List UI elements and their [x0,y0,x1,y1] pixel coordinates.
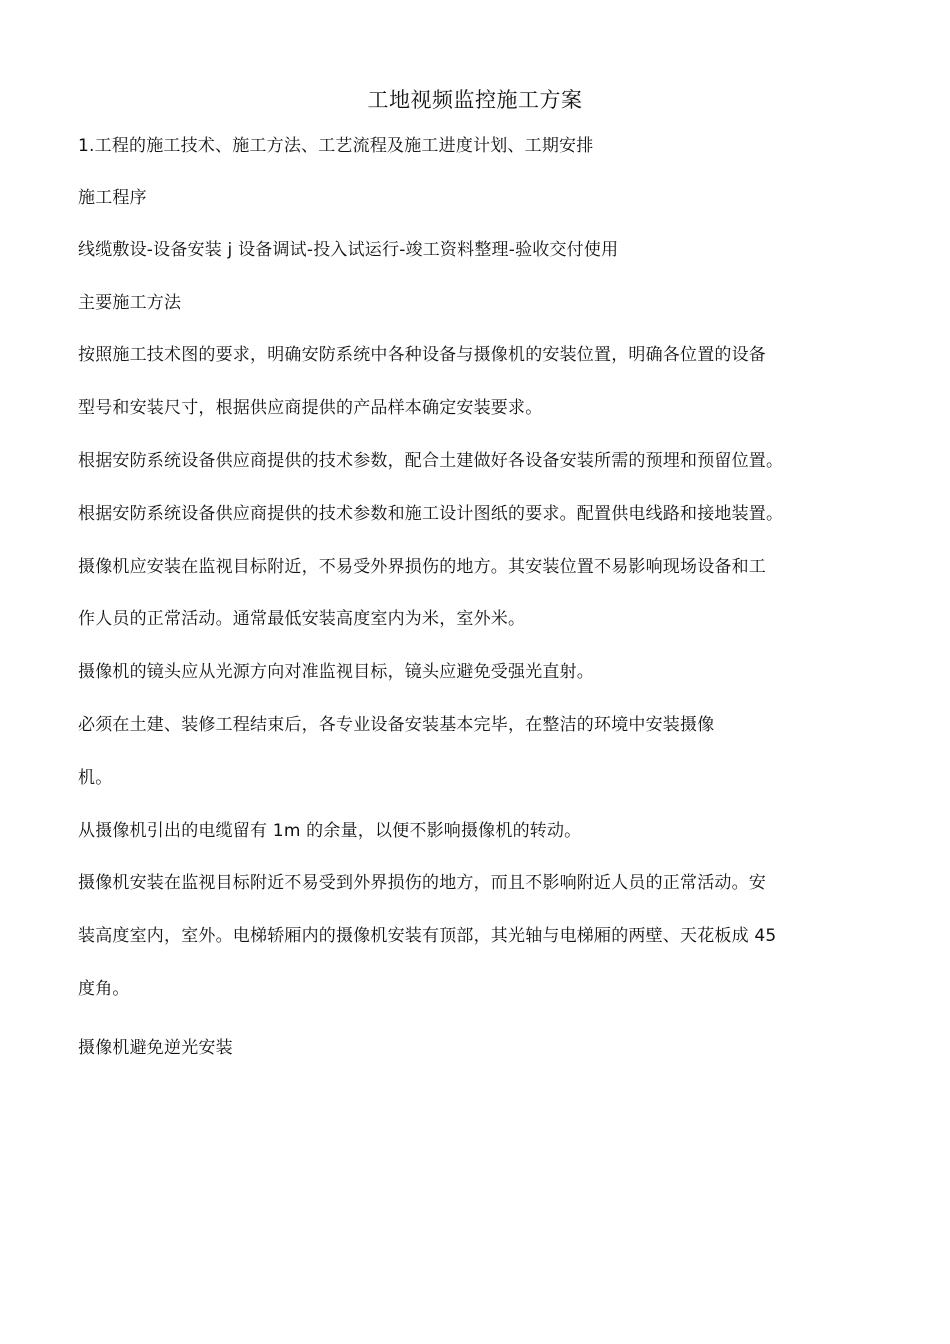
paragraph-line: 摄像机应安装在监视目标附近，不易受外界损伤的地方。其安装位置不易影响现场设备和工 [78,557,766,577]
paragraph-line: 机。 [78,768,113,788]
paragraph-line: 必须在土建、装修工程结束后，各专业设备安装基本完毕，在整洁的环境中安装摄像 [78,715,715,735]
paragraph-line: 从摄像机引出的电缆留有 1m 的余量，以便不影响摄像机的转动。 [78,821,582,841]
subheading-construction-procedure: 施工程序 [78,188,147,208]
paragraph-procedure-steps: 线缆敷设-设备安装 j 设备调试-投入试运行-竣工资料整理-验收交付使用 [78,240,619,260]
paragraph-line: 根据安防系统设备供应商提供的技术参数，配合土建做好各设备安装所需的预埋和预留位置。 [78,451,784,471]
paragraph-line: 度角。 [78,979,130,999]
paragraph-line: 摄像机安装在监视目标附近不易受到外界损伤的地方，而且不影响附近人员的正常活动。安 [78,873,766,893]
document-title: 工地视频监控施工方案 [367,88,583,112]
paragraph-line: 装高度室内，室外。电梯轿厢内的摄像机安装有顶部，其光轴与电梯厢的两壁、天花板成 45 [78,926,777,946]
heading-section-1: 1.工程的施工技术、施工方法、工艺流程及施工进度计划、工期安排 [78,136,594,156]
paragraph-line: 型号和安装尺寸，根据供应商提供的产品样本确定安装要求。 [78,398,543,418]
subheading-main-methods: 主要施工方法 [78,293,182,313]
paragraph-line: 根据安防系统设备供应商提供的技术参数和施工设计图纸的要求。配置供电线路和接地装置。 [78,504,784,524]
paragraph-line: 摄像机的镜头应从光源方向对准监视目标，镜头应避免受强光直射。 [78,662,594,682]
paragraph-line: 作人员的正常活动。通常最低安装高度室内为米，室外米。 [78,609,526,629]
paragraph-line: 按照施工技术图的要求，明确安防系统中各种设备与摄像机的安装位置，明确各位置的设备 [78,345,766,365]
paragraph-line: 摄像机避免逆光安装 [78,1038,233,1058]
